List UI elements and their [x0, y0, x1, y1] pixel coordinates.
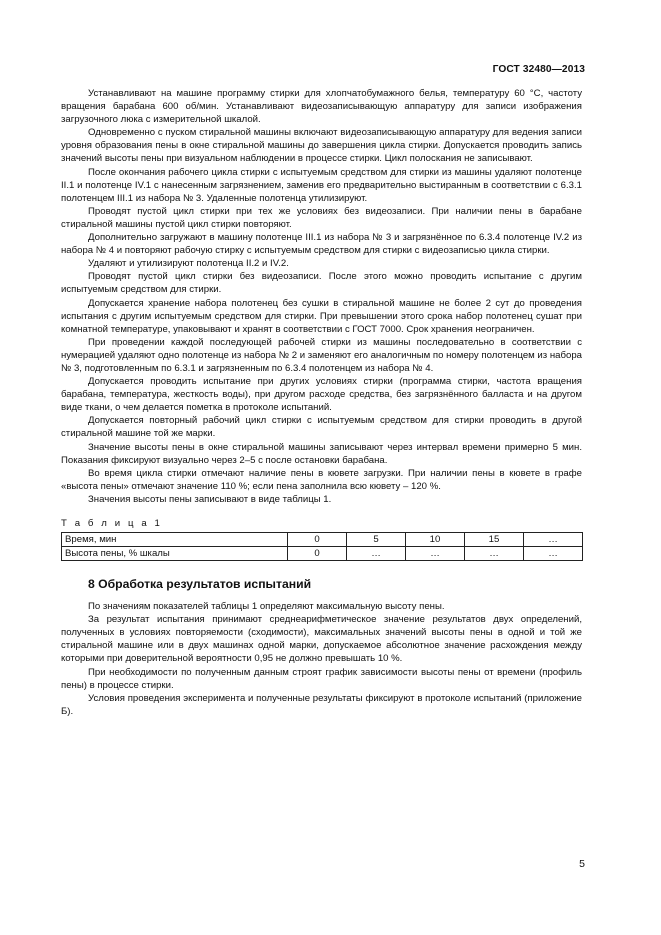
- table-cell: …: [406, 547, 465, 561]
- table-cell: …: [465, 547, 524, 561]
- paragraph: При проведении каждой последующей рабочей стирки из машины последовательно в соответствии с нумерацией удаляют одно полотенце из набора № 2 и заменяют его аналогичным по номеру полотенцем из набора № 3, подготовленным по 6.3.1 и загрязненным по 6.3.4 полотенцем из набора № 4.: [61, 336, 582, 374]
- paragraph: При необходимости по полученным данным строят график зависимости высоты пены от времени (профиль пены) в процессе стирки.: [61, 666, 582, 691]
- paragraph: Устанавливают на машине программу стирки для хлопчатобумажного белья, температуру 60 °С, частоту вращения барабана 600 об/мин. Устанавливают видеозаписывающую аппаратуру для записи изображения загрузочного люка с измерительной шкалой.: [61, 88, 582, 126]
- table-cell: 0: [288, 533, 347, 547]
- foam-height-table: [61, 532, 583, 561]
- table-cell: …: [524, 533, 583, 547]
- row-label: Время, мин: [62, 533, 288, 547]
- document-code-header: ГОСТ 32480—2013: [492, 64, 585, 75]
- paragraph: Допускается повторный рабочий цикл стирки с испытуемым средством для стирки проводить в другой стиральной машине той же марки.: [61, 415, 582, 440]
- paragraph: Дополнительно загружают в машину полотенце III.1 из набора № 3 и загрязнённое по 6.3.4 полотенце IV.2 из набора № 4 и повторяют рабочую стирку с испытуемым средством для стирки с видеозаписью цикла стирки.: [61, 232, 582, 257]
- paragraph: После окончания рабочего цикла стирки с испытуемым средством для стирки из машины удаляют полотенце II.1 и полотенце IV.1 с нанесенным загрязнением, заменив его предварительно выстиранным в соответствии с 6.3.1 полотенцем III.1 из набора № 3. Удаленные полотенца утилизируют.: [61, 166, 582, 204]
- table-caption: Т а б л и ц а 1: [61, 518, 163, 529]
- table-cell: 10: [406, 533, 465, 547]
- table-cell: …: [347, 547, 406, 561]
- paragraph: Проводят пустой цикл стирки без видеозаписи. После этого можно проводить испытание с другим испытуемым средством для стирки.: [61, 271, 582, 296]
- paragraph: За результат испытания принимают среднеарифметическое значение результатов двух определений, полученных в условиях повторяемости (сходимости), максимальных значений высоты пены в одной и той же стиральной машине или в двух машинах одной марки, допускаемое абсолютное значение расхождения между которыми при доверительной вероятности 0,95 не должно превышать 10 %.: [61, 614, 582, 665]
- paragraph: Значение высоты пены в окне стиральной машины записывают через интервал времени примерно 5 мин. Показания фиксируют визуально через 2–5 с после остановки барабана.: [61, 441, 582, 466]
- body-text: [61, 87, 582, 718]
- paragraph: Проводят пустой цикл стирки при тех же условиях без видеозаписи. При наличии пены в барабане стиральной машины пустой цикл стирки повторяют.: [61, 205, 582, 230]
- paragraph: Значения высоты пены записывают в виде таблицы 1.: [88, 493, 332, 505]
- table-cell: 0: [288, 547, 347, 561]
- paragraph: Условия проведения эксперимента и полученные результаты фиксируют в протоколе испытаний (приложение Б).: [61, 692, 582, 717]
- paragraph: Допускается проводить испытание при других условиях стирки (программа стирки, частота вращения барабана, температура, жесткость воды), при другом расходе средства, без загрязнённого балласта и на другом виде ткани, о чем делается пометка в протоколе испытаний.: [61, 376, 582, 414]
- page-number: 5: [579, 858, 585, 870]
- paragraph: Допускается хранение набора полотенец без сушки в стиральной машине не более 2 сут до проведения испытания с другим испытуемым средством для стирки. При превышении этого срока набор полотенец сушат при комнатной температуре, упаковывают и хранят в соответствии с ГОСТ 7000. Срок хранения неограничен.: [61, 297, 582, 335]
- table-row: [62, 533, 583, 547]
- table-cell: 15: [465, 533, 524, 547]
- paragraph: По значениям показателей таблицы 1 определяют максимальную высоту пены.: [88, 601, 445, 613]
- table-cell: 5: [347, 533, 406, 547]
- row-label: Высота пены, % шкалы: [62, 547, 288, 561]
- section-heading: 8 Обработка результатов испытаний: [88, 577, 312, 592]
- table-row: [62, 547, 583, 561]
- table-cell: …: [524, 547, 583, 561]
- paragraph: Удаляют и утилизируют полотенца II.2 и IV.2.: [88, 258, 289, 270]
- paragraph: Одновременно с пуском стиральной машины включают видеозаписывающую аппаратуру для ведения записи уровня образования пены в окне стиральной машины до завершения цикла стирки. Допускается проводить запись значений высоты пены при визуальном наблюдении в процессе стирки. Цикл полоскания не записывают.: [61, 127, 582, 165]
- paragraph: Во время цикла стирки отмечают наличие пены в кювете загрузки. При наличии пены в кювете в графе «высота пены» отмечают значение 110 %; если пена заполнила всю кювету – 120 %.: [61, 467, 582, 492]
